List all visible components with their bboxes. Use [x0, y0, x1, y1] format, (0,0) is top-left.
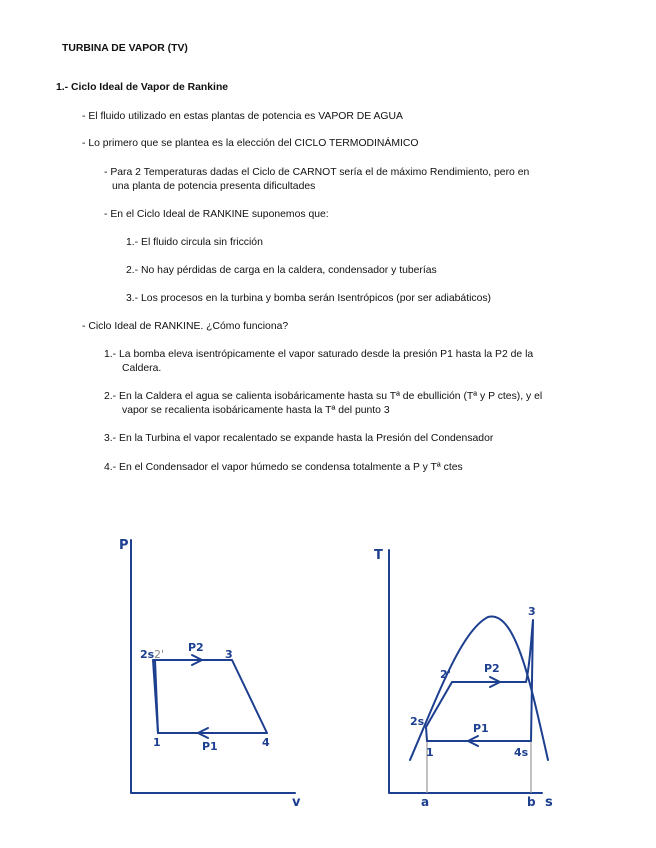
bullet-fluid: - El fluido utilizado en estas plantas de potencia es VAPOR DE AGUA	[82, 111, 403, 122]
pv-x-label: v	[292, 795, 301, 810]
ts-label-p2: P2	[484, 662, 500, 675]
bullet-cycle-choice: - Lo primero que se plantea es la elección del CICLO TERMODINÁMICO	[82, 138, 419, 149]
pv-point-4: 4	[262, 736, 270, 749]
ts-x-label: s	[545, 795, 553, 810]
ts-label-b: b	[527, 795, 536, 809]
page-title: TURBINA DE VAPOR (TV)	[62, 43, 188, 54]
ts-label-a: a	[421, 795, 430, 809]
pv-label-p2: P2	[188, 641, 204, 654]
pv-y-label: P	[119, 538, 129, 553]
step-3: 3.- En la Turbina el vapor recalentado se expande hasta la Presión del Condensador	[104, 433, 494, 444]
assumption-3: 3.- Los procesos en la turbina y bomba serán Isentrópicos (por ser adiabáticos)	[126, 293, 492, 304]
section-heading: 1.- Ciclo Ideal de Vapor de Rankine	[56, 82, 229, 93]
ts-y-label: T	[374, 548, 383, 563]
assumption-2: 2.- No hay pérdidas de carga en la caldera, condensador y tuberías	[126, 265, 437, 276]
bullet-carnot-line1: - Para 2 Temperaturas dadas el Ciclo de CARNOT sería el de máximo Rendimiento, pero en	[104, 167, 530, 178]
bullet-carnot-line2: una planta de potencia presenta dificultades	[112, 181, 316, 192]
assumption-1: 1.- El fluido circula sin fricción	[126, 237, 263, 248]
bullet-how-it-works: - Ciclo Ideal de RANKINE. ¿Cómo funciona?	[82, 321, 289, 332]
pv-point-1: 1	[153, 736, 161, 749]
ts-point-3: 3	[528, 605, 536, 618]
ts-point-2s: 2s	[410, 715, 425, 728]
bullet-rankine-assumptions: - En el Ciclo Ideal de RANKINE suponemos que:	[104, 209, 329, 220]
pv-label-p1: P1	[202, 740, 218, 753]
step-1-line2: Caldera.	[122, 363, 162, 374]
step-4: 4.- En el Condensador el vapor húmedo se condensa totalmente a P y Tª ctes	[104, 462, 463, 473]
ts-point-1: 1	[426, 746, 434, 759]
pv-point-2s: 2s	[140, 648, 155, 661]
ts-label-p1: P1	[473, 722, 489, 735]
ts-saturation-dome	[410, 617, 548, 760]
step-1-line1: 1.- La bomba eleva isentrópicamente el vapor saturado desde la presión P1 hasta la P2 de la	[104, 349, 534, 360]
pv-point-2prime: 2'	[154, 648, 165, 661]
pv-point-3: 3	[225, 648, 233, 661]
ts-point-4s: 4s	[514, 746, 529, 759]
ts-point-2prime: 2'	[440, 668, 452, 681]
step-2-line1: 2.- En la Caldera el agua se calienta isobáricamente hasta su Tª de ebullición (Tª y P ctes), y el	[104, 391, 543, 402]
step-2-line2: vapor se recalienta isobáricamente hasta la Tª del punto 3	[122, 405, 390, 416]
